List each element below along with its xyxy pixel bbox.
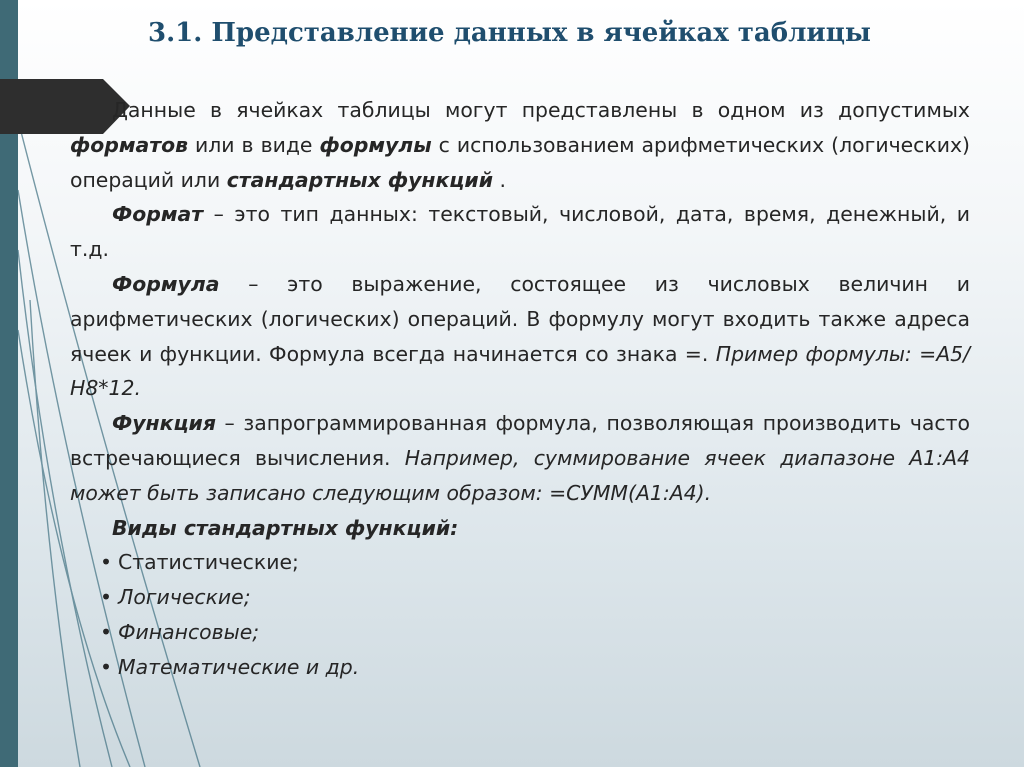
paragraph-data-formats: Данные в ячейках таблицы могут представлены в одном из допустимых форматов или в виде формулы с использованием арифметических (логических) операций или стандартных функций . <box>70 98 970 192</box>
list-item: • Логические; <box>100 580 970 615</box>
paragraph-function-definition: Функция – запрограммированная формула, позволяющая производить часто встречающиеся вычисления. Например, суммирование ячеек диапазоне А1:А4 может быть записано следующим образом: =СУММ(А1:А4). <box>70 411 971 505</box>
list-item: • Математические и др. <box>100 650 970 685</box>
slide-content <box>70 93 970 685</box>
functions-heading: Виды стандартных функций: <box>112 515 459 540</box>
function-term: Функция <box>112 411 216 436</box>
list-item: • Финансовые; <box>100 615 970 650</box>
function-example: Например, суммирование ячеек диапазоне А1:А4 может быть записано следующим образом: =СУММ(А1:А4). <box>70 445 971 505</box>
format-term: Формат <box>112 202 204 227</box>
term-standard-functions: стандартных функций <box>226 167 494 192</box>
formula-example: Пример формулы: =А5/Н8*12. <box>70 341 971 401</box>
paragraph-format-definition: Формат – это тип данных: текстовый, числовой, дата, время, денежный, и т.д. <box>70 202 970 262</box>
term-formats: форматов <box>70 132 188 157</box>
paragraph-formula-definition: Формула – это выражение, состоящее из числовых величин и арифметических (логических) операций. В формулу могут входить также адреса ячеек и функции. Формула всегда начинается со знака =. Пример формулы: =А5/Н8*12. <box>70 271 971 401</box>
function-types-list <box>70 545 970 684</box>
slide-title: 3.1. Представление данных в ячейках таблицы <box>148 18 871 48</box>
term-formula: формулы <box>319 132 432 157</box>
list-item: • Статистические; <box>100 545 970 580</box>
formula-term: Формула <box>112 271 220 296</box>
